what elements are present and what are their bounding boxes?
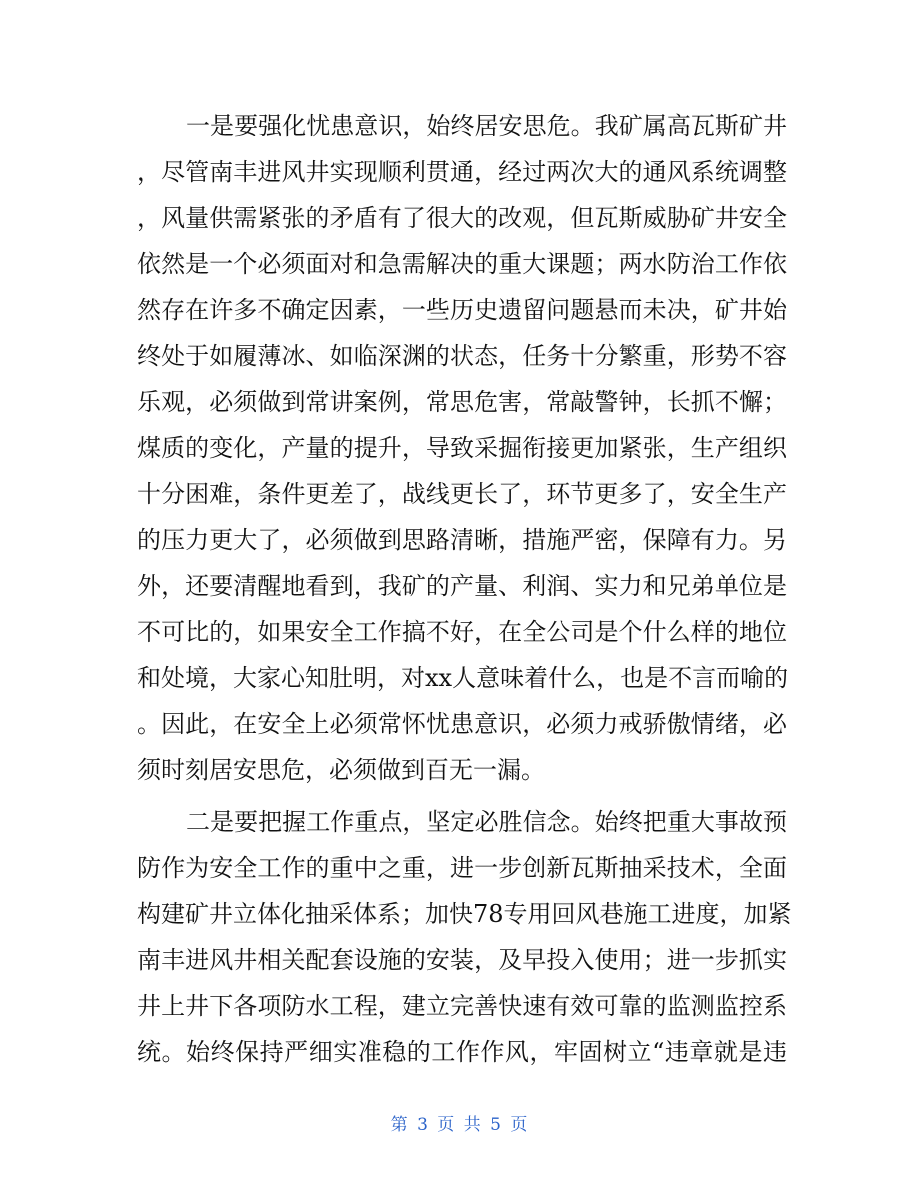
paragraph-1 bbox=[137, 103, 787, 793]
text-line: 终处于如履薄冰、如临深渊的状态，任务十分繁重，形势不容 bbox=[137, 342, 787, 370]
body-text bbox=[137, 103, 792, 1075]
text-line: ，风量供需紧张的矛盾有了很大的改观，但瓦斯威胁矿井安全 bbox=[137, 204, 787, 232]
text-line: 乐观，必须做到常讲案例，常思危害，常敲警钟，长抓不懈； bbox=[137, 388, 787, 416]
text-line: 然存在许多不确定因素，一些历史遗留问题悬而未决，矿井始 bbox=[137, 296, 787, 324]
text-line: 依然是一个必须面对和急需解决的重大课题；两水防治工作依 bbox=[137, 250, 787, 278]
text-line: 和处境，大家心知肚明，对xx人意味着什么，也是不言而喻的 bbox=[137, 664, 789, 692]
text-line: 不可比的，如果安全工作搞不好，在全公司是个什么样的地位 bbox=[137, 618, 787, 646]
text-line: 防作为安全工作的重中之重，进一步创新瓦斯抽采技术，全面 bbox=[137, 854, 787, 882]
text-line: 的压力更大了，必须做到思路清晰，措施严密，保障有力。另 bbox=[137, 526, 787, 554]
text-line: ，尽管南丰进风井实现顺利贯通，经过两次大的通风系统调整 bbox=[137, 158, 787, 186]
text-line: 外，还要清醒地看到，我矿的产量、利润、实力和兄弟单位是 bbox=[137, 572, 787, 600]
text-line: 一是要强化忧患意识，始终居安思危。我矿属高瓦斯矿井 bbox=[186, 112, 787, 140]
text-line: 十分困难，条件更差了，战线更长了，环节更多了，安全生产 bbox=[137, 480, 787, 508]
page-number-footer: 第 3 页 共 5 页 bbox=[390, 1115, 530, 1135]
text-line: 。因此，在安全上必须常怀忧患意识，必须力戒骄傲情绪，必 bbox=[137, 710, 787, 738]
text-line: 须时刻居安思危，必须做到百无一漏。 bbox=[137, 756, 545, 784]
text-line: 煤质的变化，产量的提升，导致采掘衔接更加紧张，生产组织 bbox=[137, 434, 787, 462]
text-line: 构建矿井立体化抽采体系；加快78专用回风巷施工进度，加紧 bbox=[137, 900, 792, 928]
text-line: 二是要把握工作重点，坚定必胜信念。始终把重大事故预 bbox=[186, 808, 787, 836]
text-line: 南丰进风井相关配套设施的安装，及早投入使用；进一步抓实 bbox=[137, 946, 787, 974]
text-line: 井上井下各项防水工程，建立完善快速有效可靠的监测监控系 bbox=[137, 992, 787, 1020]
text-line: 统。始终保持严细实准稳的工作作风，牢固树立“违章就是违 bbox=[137, 1038, 787, 1066]
paragraph-2 bbox=[137, 799, 792, 1075]
